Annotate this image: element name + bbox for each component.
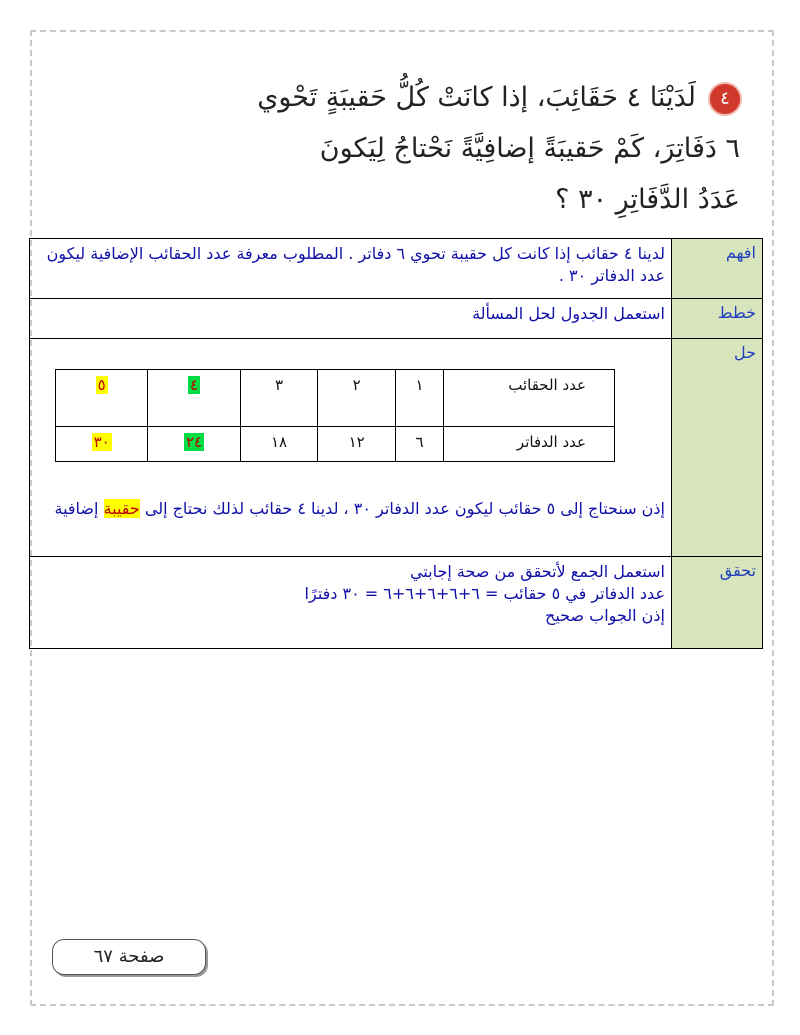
bags-cell-highlight: ٤ <box>190 376 199 394</box>
notebooks-cell: ٦ <box>396 427 444 462</box>
bags-notebooks-table <box>55 369 615 462</box>
highlighted-word: حقيبة <box>103 499 140 518</box>
step-text-plan: استعمل الجدول لحل المسألة <box>30 299 672 339</box>
check-line-2: عدد الدفاتر في ٥ حقائب = ٦+٦+٦+٦+٦ = ٣٠ دفترًا <box>304 584 665 603</box>
problem-line-1: ٤لَدَيْنَا ٤ حَقَائِبَ، إذا كانَتْ كُلُّ حَقيبَةٍ تَحْوي <box>100 72 740 123</box>
step-label-check: تحقق <box>672 557 763 649</box>
notebooks-cell-highlight: ٣٠ <box>93 433 110 451</box>
problem-line-2: ٦ دَفَاتِرَ، كَمْ حَقيبَةً إضافِيَّةً نَحْتاجُ لِيَكونَ <box>319 133 740 164</box>
row-header-notebooks: عدد الدفاتر <box>444 427 615 462</box>
bags-cell: ٢ <box>318 370 396 427</box>
check-line-1: استعمل الجمع لأتحقق من صحة إجابتي <box>409 562 665 581</box>
check-line-3: إذن الجواب صحيح <box>545 606 665 625</box>
step-check-content <box>30 557 672 649</box>
row-header-bags: عدد الحقائب <box>444 370 615 427</box>
problem-number-badge: ٤ <box>710 84 740 114</box>
page-number-badge: صفحة ٦٧ <box>52 939 206 975</box>
notebooks-cell-highlight: ٢٤ <box>185 433 203 451</box>
solve-conclusion: إذن سنحتاج إلى ٥ حقائب ليكون عدد الدفاتر ٣٠ ، لدينا ٤ حقائب لذلك نحتاج إلى حقيبة إضافية <box>54 499 665 518</box>
bags-cell <box>148 370 240 427</box>
bags-cell-highlight: ٥ <box>97 376 106 394</box>
table-row-notebooks <box>56 427 615 462</box>
step-label-solve: حل <box>672 339 763 557</box>
step-label-plan: خطط <box>672 299 763 339</box>
bags-cell: ٣ <box>240 370 318 427</box>
step-solve-content <box>30 339 672 557</box>
solution-steps-table <box>29 238 763 649</box>
notebooks-cell: ١٨ <box>240 427 318 462</box>
problem-statement <box>100 72 740 225</box>
step-text-understand: لدينا ٤ حقائب إذا كانت كل حقيبة تحوي ٦ دفاتر . المطلوب معرفة عدد الحقائب الإضافية ليكون عدد الدفاتر ٣٠ . <box>30 239 672 299</box>
step-label-understand: افهم <box>672 239 763 299</box>
bags-cell <box>56 370 148 427</box>
problem-line-3: عَدَدُ الدَّفَاتِرِ ٣٠ ؟ <box>555 184 740 215</box>
bags-cell: ١ <box>396 370 444 427</box>
notebooks-cell <box>148 427 240 462</box>
notebooks-cell: ١٢ <box>318 427 396 462</box>
table-row-bags <box>56 370 615 427</box>
notebooks-cell <box>56 427 148 462</box>
